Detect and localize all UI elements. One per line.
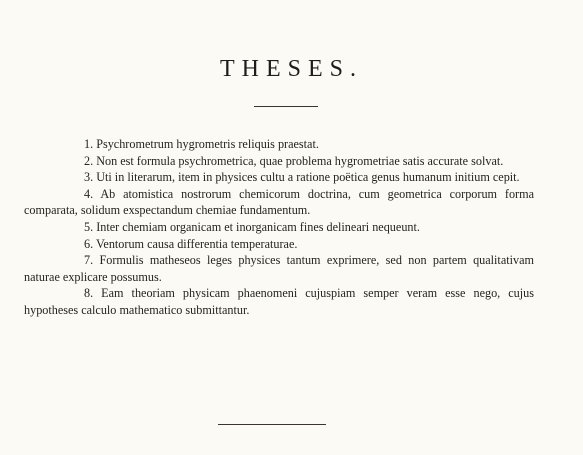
thesis-item: 1. Psychrometrum hygrometris reliquis praestat.	[84, 137, 319, 151]
thesis-item: 7. Formulis matheseos leges physices tantum exprimere, sed non partem qualitativam naturae explicare possumus.	[24, 253, 534, 284]
thesis-item: 3. Uti in literarum, item in physices cultu a ratione poëtica genus humanum initium cepit.	[84, 170, 520, 185]
thesis-item: 5. Inter chemiam organicam et inorganicam fines delineari nequeunt.	[84, 219, 420, 234]
thesis-item: 2. Non est formula psychrometrica, quae problema hygrometriae satis accurate solvat.	[84, 153, 504, 168]
bottom-divider	[218, 424, 326, 425]
thesis-item: 6. Ventorum causa differentia temperaturae.	[84, 236, 298, 251]
top-divider	[254, 106, 318, 107]
page-title: THESES.	[219, 56, 363, 82]
thesis-item: 4. Ab atomistica nostrorum chemicorum doctrina, cum geometrica corporum forma comparata, solidum exspectandum chemiae fundamentum.	[24, 186, 534, 218]
theses-list	[24, 136, 534, 319]
thesis-item: 8. Eam theoriam physicam phaenomeni cujuspiam semper veram esse nego, cujus hypotheses calculo mathematico submittantur.	[24, 286, 534, 317]
